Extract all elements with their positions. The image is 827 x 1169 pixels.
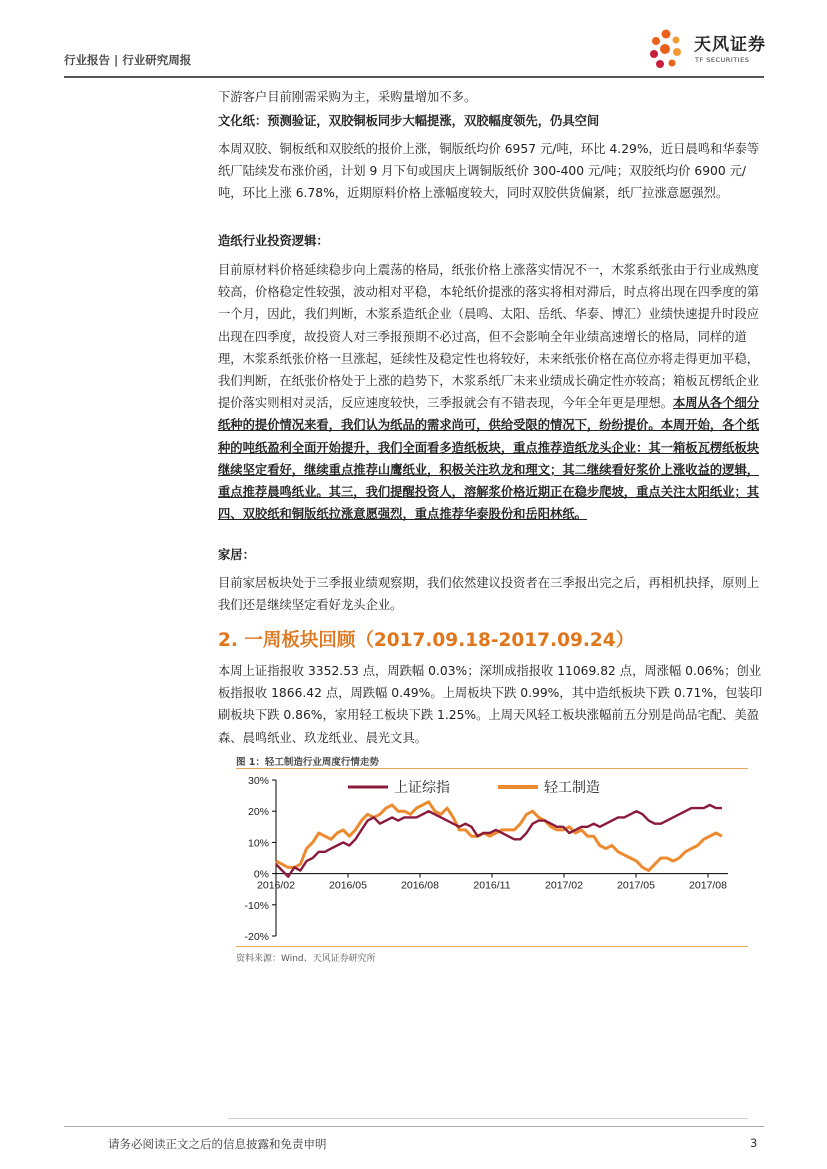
- tf-logo-icon: [646, 28, 690, 72]
- x-tick-label: 2017/08: [689, 879, 727, 892]
- investment-logic-text: 目前原材料价格延续稳步向上震荡的格局，纸张价格上涨落实情况不一，木浆系纸张由于行业成熟度较高，价格稳定性较强，波动相对平稳，本轮纸价提涨的落实将相对滞后，时点将出现在四季度的第一个月，因此，我们判断，木浆系造纸企业（晨鸣、太阳、岳纸、华泰、博汇）业绩快速提升时段应出现在四季度，故投资人对三季报预期不必过高，但不会影响全年业绩高速增长的格局，同样的道理，木浆系纸张价格一旦涨起，延续性及稳定性也将较好，未来纸张价格在高位亦将走得更加平稳，我们判断，在纸张价格处于上涨的趋势下，木浆系纸厂未来业绩成长确定性亦较高；箱板瓦楞纸企业提价落实则相对灵活，反应速度较快，三季报就会有不错表现，今年全年更是理想。: [218, 263, 760, 411]
- chart-legend: [348, 779, 600, 795]
- y-tick-label: 10%: [247, 837, 269, 850]
- chart-series: [276, 802, 722, 877]
- logo-name: 天风证券: [694, 35, 766, 55]
- x-tick-label: 2016/08: [401, 879, 439, 892]
- paragraph-intro: 下游客户目前刚需采购为主，采购量增加不多。: [218, 90, 477, 104]
- page-number: 3: [750, 1136, 758, 1150]
- report-type-label: 行业报告 | 行业研究周报: [64, 53, 192, 67]
- y-tick-label: 30%: [247, 775, 269, 787]
- home-furnishing-paragraph: 目前家居板块处于三季报业绩观察期，我们依然建议投资者在三季报出完之后，再相机抉择，原则上我们还是继续坚定看好龙头企业。: [218, 576, 760, 613]
- figure-top-rule: [236, 768, 748, 769]
- section-title: 2. 一周板块回顾（2017.09.18-2017.09.24）: [218, 630, 635, 651]
- x-tick-label: 2016/11: [473, 879, 511, 892]
- investment-logic-paragraph: [218, 259, 766, 525]
- y-tick-label: -20%: [244, 931, 269, 943]
- y-tick-label: -10%: [244, 899, 269, 912]
- culture-paper-heading: 文化纸：预测验证，双胶铜板同步大幅提涨，双胶幅度领先，仍具空间: [218, 114, 600, 128]
- home-furnishing-heading: 家居：: [218, 548, 255, 562]
- investment-logic-emphasis: 本周从各个细分纸种的提价情况来看，我们认为纸品的需求尚可，供给受限的情况下，纷纷提价。本周开始，各个纸种的吨纸盈利全面开始提升，我们全面看多造纸板块，重点推荐造纸龙头企业：其一箱板瓦楞纸板块继续坚定看好，继续重点推荐山鹰纸业，积极关注玖龙和理文；其二继续看好浆价上涨收益的逻辑，重点推荐晨鸣纸业。其三，我们提醒投资人，溶解浆价格近期正在稳步爬坡，重点关注太阳纸业；其四、双胶纸和铜版纸拉涨意愿强烈，重点推荐华泰股份和岳阳林纸。: [218, 396, 760, 522]
- logo-name-en: TF SECURITIES: [695, 56, 750, 64]
- legend-label: 上证综指: [394, 779, 450, 795]
- x-tick-label: 2017/05: [617, 879, 655, 892]
- investment-logic-heading: 造纸行业投资逻辑：: [218, 234, 329, 248]
- figure-title: 图 1：轻工制造行业周度行情走势: [236, 757, 379, 768]
- x-axis: [257, 874, 728, 892]
- header-divider: [64, 76, 764, 78]
- series-line-1: [276, 802, 722, 871]
- footer-divider: [64, 1126, 764, 1127]
- x-tick-label: 2016/05: [329, 879, 367, 892]
- y-tick-label: 20%: [247, 806, 269, 819]
- footer-disclaimer: 请务必阅读正文之后的信息披露和免责申明: [108, 1137, 327, 1151]
- content-end-rule: [228, 1118, 748, 1119]
- y-tick-label: 0%: [253, 868, 269, 881]
- y-axis: [244, 775, 276, 943]
- weekly-review-paragraph: 本周上证指报收 3352.53 点，周跌幅 0.03%；深圳成指报收 11069.82 点，周涨幅 0.06%；创业板指报收 1866.42 点，周跌幅 0.49%。上周板块下跌 0.99%，其中造纸板块下跌 0.71%，包装印刷板块下跌 0.86%，家用轻工板块下跌 1.25%。上周天风轻工板块涨幅前五分别是尚品宅配、美盈森、晨鸣纸业、玖龙纸业、晨光文具。: [218, 664, 763, 745]
- x-tick-label: 2016/02: [257, 879, 295, 892]
- culture-paper-paragraph: 本周双胶、铜板纸和双胶纸的报价上涨，铜版纸均价 6957 元/吨，环比 4.29%，近日晨鸣和华泰等纸厂陆续发布涨价函，计划 9 月下旬或国庆上调铜版纸价 300-400 元/吨；双胶纸均价 6900 元/吨，环比上涨 6.78%，近期原料价格上涨幅度较大，同时双胶供货偏紧，纸厂拉涨意愿强烈。: [218, 142, 760, 201]
- x-tick-label: 2017/02: [545, 879, 583, 892]
- figure-bottom-rule: [236, 946, 748, 947]
- market-trend-chart: [236, 770, 748, 946]
- legend-label: 轻工制造: [544, 779, 600, 795]
- figure-source: 资料来源：Wind、天风证券研究所: [236, 954, 376, 964]
